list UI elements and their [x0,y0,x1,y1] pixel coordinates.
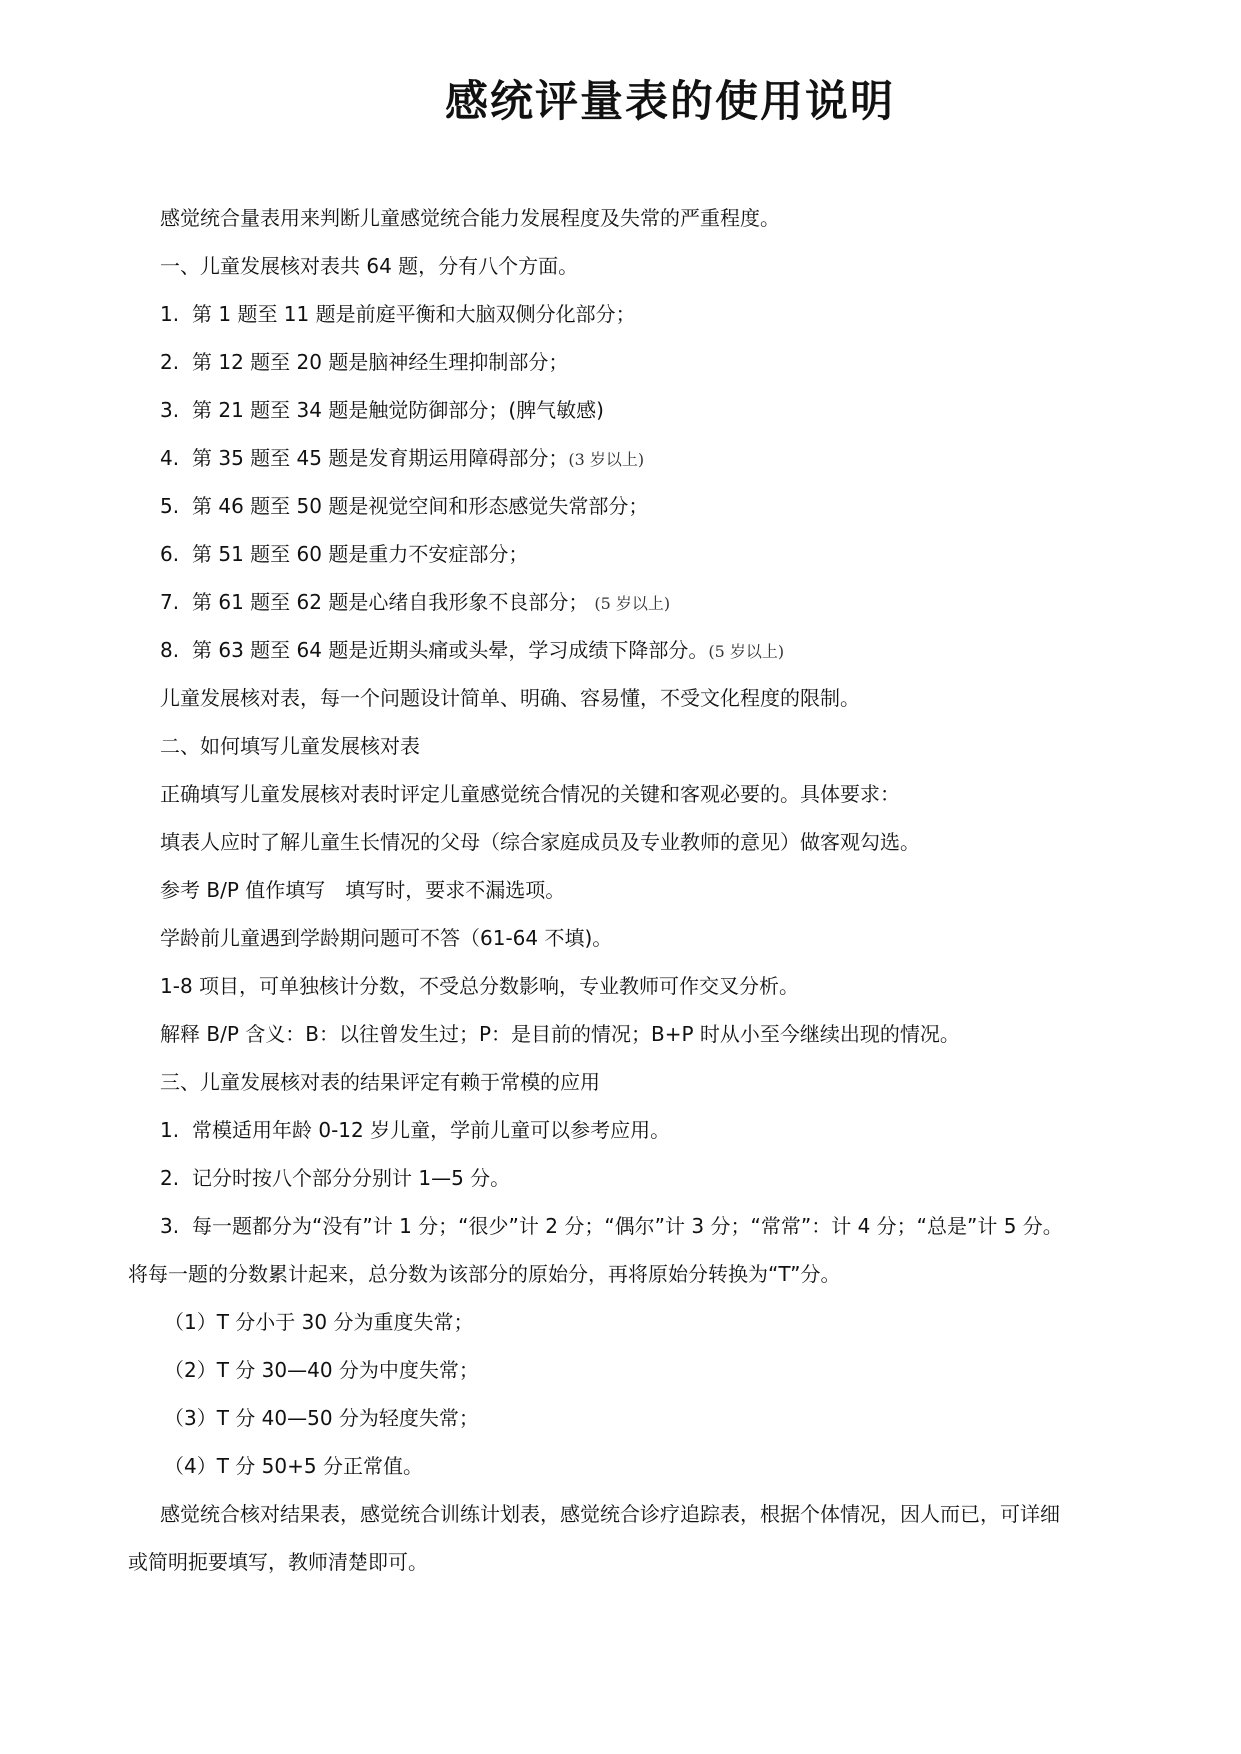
paragraph: 1-8 项目，可单独核计分数，不受总分数影响，专业教师可作交叉分析。 [160,974,800,998]
age-note: (3 岁以上) [568,450,645,469]
list-item: 6. 第 51 题至 60 题是重力不安症部分； [160,542,529,566]
t-score-item: （2）T 分 30—40 分为中度失常； [164,1358,479,1382]
section-2-heading: 二、如何填写儿童发展核对表 [160,734,420,758]
norm-item-continuation: 将每一题的分数累计起来，总分数为该部分的原始分，再将原始分转换为“T”分。 [128,1262,841,1286]
paragraph: 参考 B/P 值作填写 填写时，要求不漏选项。 [160,878,566,902]
list-item: 2. 第 12 题至 20 题是脑神经生理抑制部分； [160,350,569,374]
list-item: 7. 第 61 题至 62 题是心绪自我形象不良部分； (5 岁以上) [160,590,671,614]
t-score-item: （1）T 分小于 30 分为重度失常； [164,1310,474,1334]
age-note: (5 岁以上) [708,642,785,661]
closing-paragraph-continuation: 或简明扼要填写，教师清楚即可。 [128,1550,428,1574]
section-1-heading: 一、儿童发展核对表共 64 题，分有八个方面。 [160,254,579,278]
list-item: 8. 第 63 题至 64 题是近期头痛或头晕，学习成绩下降部分。(5 岁以上) [160,638,785,662]
paragraph: 儿童发展核对表，每一个问题设计简单、明确、容易懂，不受文化程度的限制。 [160,686,860,710]
paragraph: 正确填写儿童发展核对表时评定儿童感觉统合情况的关键和客观必要的。具体要求： [160,782,900,806]
closing-paragraph: 感觉统合核对结果表，感觉统合训练计划表，感觉统合诊疗追踪表，根据个体情况，因人而已，可详细 [160,1502,1060,1526]
list-item: 3. 第 21 题至 34 题是触觉防御部分；(脾气敏感) [160,398,604,422]
list-item: 5. 第 46 题至 50 题是视觉空间和形态感觉失常部分； [160,494,649,518]
t-score-item: （4）T 分 50+5 分正常值。 [164,1454,423,1478]
paragraph: 填表人应时了解儿童生长情况的父母（综合家庭成员及专业教师的意见）做客观勾选。 [160,830,920,854]
norm-item: 2. 记分时按八个部分分别计 1—5 分。 [160,1166,511,1190]
intro-line: 感觉统合量表用来判断儿童感觉统合能力发展程度及失常的严重程度。 [160,206,780,230]
list-item: 4. 第 35 题至 45 题是发育期运用障碍部分；(3 岁以上) [160,446,645,470]
t-score-item: （3）T 分 40—50 分为轻度失常； [164,1406,479,1430]
page-title: 感统评量表的使用说明 [445,77,895,127]
paragraph: 解释 B/P 含义：B：以往曾发生过；P：是目前的情况；B+P 时从小至今继续出现的情况。 [160,1022,960,1046]
section-3-heading: 三、儿童发展核对表的结果评定有赖于常模的应用 [160,1070,600,1094]
norm-item: 3. 每一题都分为“没有”计 1 分；“很少”计 2 分；“偶尔”计 3 分；“常常”：计 4 分；“总是”计 5 分。 [160,1214,1063,1238]
age-note: (5 岁以上) [578,594,671,613]
list-item: 1. 第 1 题至 11 题是前庭平衡和大脑双侧分化部分； [160,302,636,326]
paragraph: 学龄前儿童遇到学龄期问题可不答（61-64 不填)。 [160,926,613,950]
norm-item: 1. 常模适用年龄 0-12 岁儿童，学前儿童可以参考应用。 [160,1118,671,1142]
